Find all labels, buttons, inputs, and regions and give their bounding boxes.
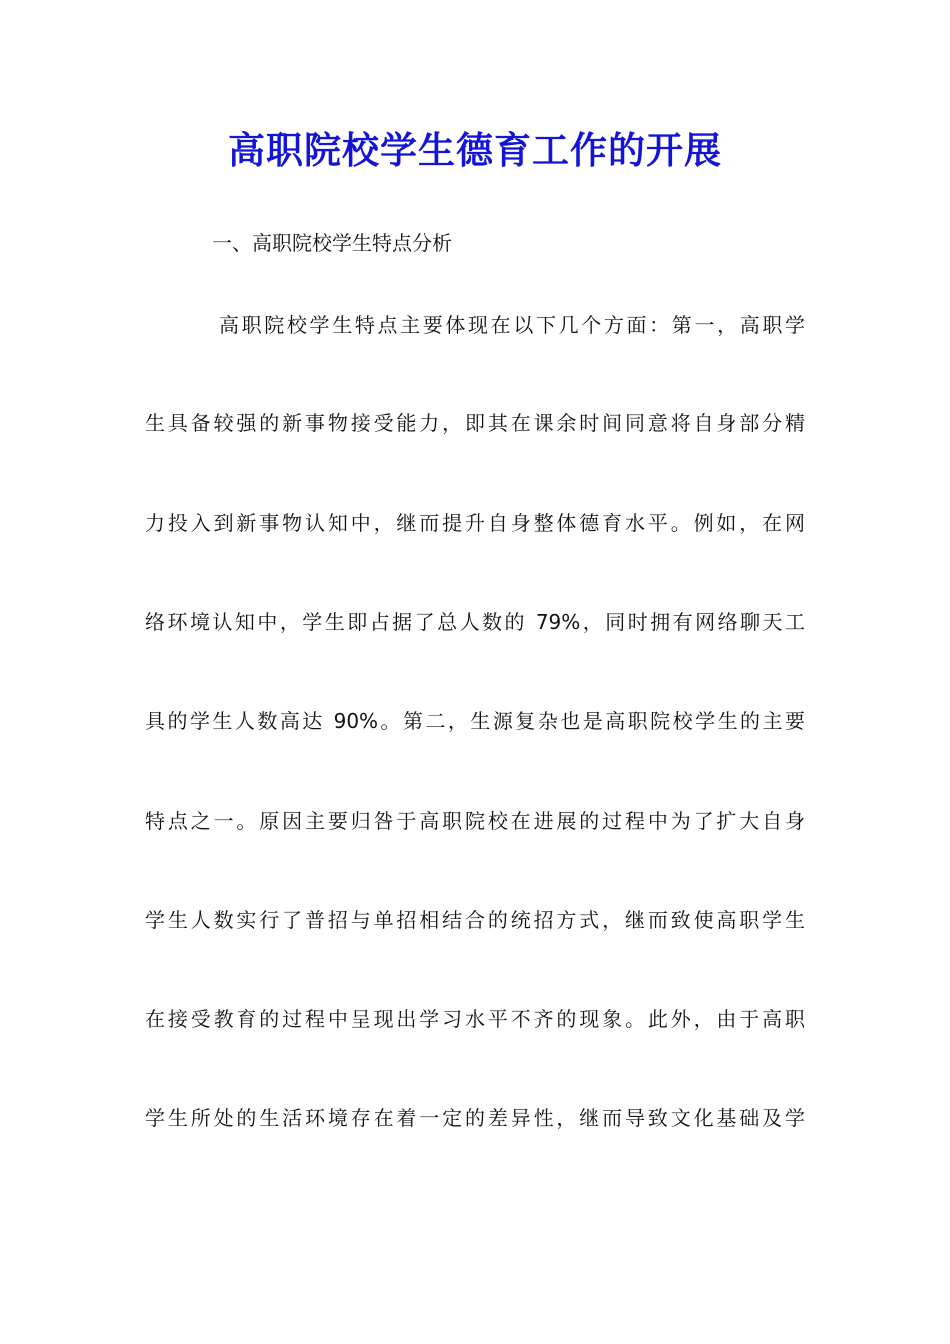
paragraph-line: 生具备较强的新事物接受能力，即其在课余时间同意将自身部分精 [145,411,805,435]
paragraph-line: 力投入到新事物认知中，继而提升自身整体德育水平。例如，在网 [145,511,805,535]
paragraph-line: 在接受教育的过程中呈现出学习水平不齐的现象。此外，由于高职 [145,1007,805,1031]
paragraph-line: 特点之一。原因主要归咎于高职院校在进展的过程中为了扩大自身 [145,809,805,833]
paragraph-line: 具的学生人数高达 90%。第二，生源复杂也是高职院校学生的主要 [145,709,805,733]
paragraph-line: 络环境认知中，学生即占据了总人数的 79%，同时拥有网络聊天工 [145,610,805,634]
paragraph-line: 高职院校学生特点主要体现在以下几个方面：第一，高职学 [219,313,805,337]
document-title: 高职院校学生德育工作的开展 [228,128,722,172]
paragraph-line: 学生人数实行了普招与单招相结合的统招方式，继而致使高职学生 [145,908,805,932]
section-heading: 一、高职院校学生特点分析 [212,231,452,255]
paragraph-line: 学生所处的生活环境存在着一定的差异性，继而导致文化基础及学 [145,1106,805,1130]
